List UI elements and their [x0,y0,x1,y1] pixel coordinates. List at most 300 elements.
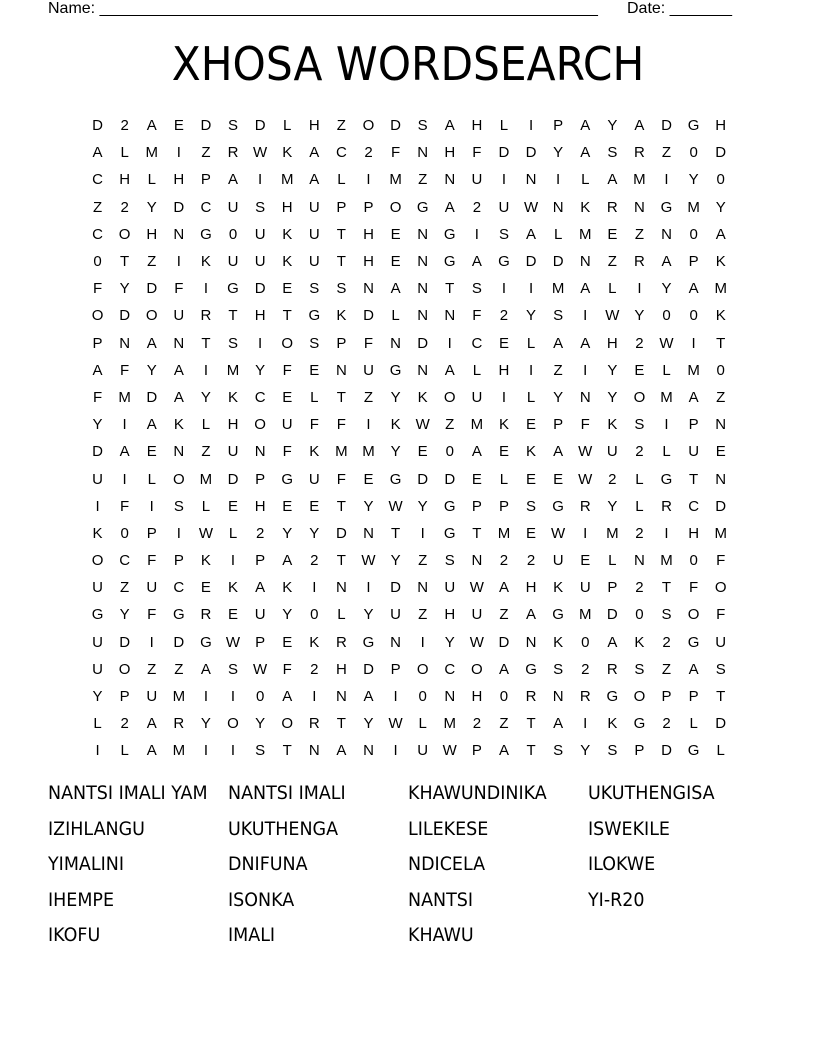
grid-cell[interactable]: K [309,443,320,461]
grid-cell[interactable]: K [526,443,537,461]
grid-cell[interactable]: A [92,144,103,162]
grid-cell[interactable]: N [525,171,537,189]
grid-cell[interactable]: E [580,552,591,570]
grid-cell[interactable]: D [606,606,618,624]
grid-cell[interactable]: N [444,307,456,325]
grid-cell[interactable]: E [471,470,482,488]
grid-cell[interactable]: D [363,307,374,325]
grid-cell[interactable]: N [417,225,429,243]
grid-cell[interactable]: Z [363,388,374,406]
grid-cell[interactable]: N [363,742,374,760]
grid-cell[interactable]: I [420,524,425,542]
grid-cell[interactable]: U [444,579,456,597]
grid-cell[interactable]: O [118,225,131,243]
grid-cell[interactable]: F [689,579,699,597]
grid-cell[interactable]: T [120,253,130,271]
grid-cell[interactable]: 0 [445,443,454,461]
letter-grid[interactable] [84,112,734,765]
grid-cell[interactable]: Y [715,198,726,216]
grid-cell[interactable]: I [203,742,208,760]
grid-cell[interactable]: D [715,144,727,162]
grid-cell[interactable]: E [282,280,293,298]
grid-cell[interactable]: N [119,334,131,352]
grid-cell[interactable]: I [420,633,425,651]
grid-cell[interactable]: R [579,497,591,515]
grid-cell[interactable]: D [661,117,672,135]
grid-cell[interactable]: W [225,633,241,651]
grid-cell[interactable]: P [553,416,564,434]
grid-cell[interactable]: M [551,280,565,298]
grid-cell[interactable]: N [254,443,266,461]
grid-cell[interactable]: M [714,524,727,542]
grid-cell[interactable]: Z [499,715,509,733]
grid-cell[interactable]: Y [282,606,293,624]
grid-cell[interactable]: I [501,388,507,406]
grid-cell[interactable]: M [199,470,213,488]
grid-cell[interactable]: H [444,606,456,624]
grid-cell[interactable]: N [579,253,591,271]
grid-cell[interactable]: G [362,633,375,651]
grid-cell[interactable]: R [606,198,618,216]
grid-cell[interactable]: E [228,606,239,624]
grid-cell[interactable]: Y [661,280,672,298]
grid-cell[interactable]: P [363,198,374,216]
grid-cell[interactable]: 2 [255,524,265,542]
grid-cell[interactable]: F [336,416,346,434]
grid-cell[interactable]: I [230,742,236,760]
grid-cell[interactable]: G [633,715,646,733]
grid-cell[interactable]: M [714,280,727,298]
grid-cell[interactable]: Z [445,416,455,434]
grid-cell[interactable]: W [578,470,593,488]
grid-cell[interactable]: Y [363,497,374,515]
grid-cell[interactable]: U [390,606,401,624]
grid-cell[interactable]: P [688,253,699,271]
grid-cell[interactable]: K [498,416,509,434]
grid-cell[interactable]: Y [146,361,157,379]
grid-cell[interactable]: I [393,688,398,706]
grid-cell[interactable]: I [583,715,588,733]
grid-cell[interactable]: K [580,198,591,216]
grid-cell[interactable]: A [553,715,564,733]
grid-cell[interactable]: F [282,361,292,379]
grid-cell[interactable]: K [200,552,211,570]
grid-cell[interactable]: F [147,552,157,570]
grid-cell[interactable]: P [634,742,645,760]
grid-cell[interactable]: A [634,117,645,135]
grid-cell[interactable]: Z [418,552,428,570]
grid-cell[interactable]: U [281,416,293,434]
grid-cell[interactable]: O [254,416,266,434]
grid-cell[interactable]: T [472,524,482,542]
grid-cell[interactable]: S [553,742,564,760]
grid-cell[interactable]: L [526,388,536,406]
grid-cell[interactable]: E [282,388,293,406]
grid-cell[interactable]: S [553,660,564,678]
grid-cell[interactable]: K [282,144,293,162]
grid-cell[interactable]: D [444,470,456,488]
grid-cell[interactable]: L [662,443,671,461]
grid-cell[interactable]: P [661,688,672,706]
grid-cell[interactable]: D [715,497,727,515]
grid-cell[interactable]: F [282,660,292,678]
grid-cell[interactable]: H [715,117,727,135]
grid-cell[interactable]: A [688,388,699,406]
grid-cell[interactable]: H [606,334,618,352]
grid-cell[interactable]: Y [417,497,428,515]
grid-cell[interactable]: T [716,334,726,352]
grid-cell[interactable]: H [254,307,266,325]
grid-cell[interactable]: L [201,416,211,434]
grid-cell[interactable]: A [173,361,184,379]
grid-cell[interactable]: 2 [635,334,644,352]
grid-cell[interactable]: G [389,470,402,488]
grid-cell[interactable]: Y [200,388,211,406]
grid-cell[interactable]: F [147,606,157,624]
grid-cell[interactable]: H [119,171,131,189]
grid-cell[interactable]: 2 [499,307,509,325]
grid-cell[interactable]: U [417,742,429,760]
grid-cell[interactable]: Y [526,307,537,325]
grid-cell[interactable]: G [660,470,673,488]
grid-cell[interactable]: I [691,334,696,352]
grid-cell[interactable]: D [335,524,347,542]
grid-cell[interactable]: G [525,660,537,678]
grid-cell[interactable]: D [525,144,537,162]
grid-cell[interactable]: Y [390,388,401,406]
grid-cell[interactable]: O [281,715,294,733]
grid-cell[interactable]: K [553,633,564,651]
grid-cell[interactable]: 2 [310,552,319,570]
grid-cell[interactable]: W [442,742,457,760]
grid-cell[interactable]: 0 [635,606,644,624]
grid-cell[interactable]: T [336,552,346,570]
grid-cell[interactable]: Y [390,552,401,570]
grid-cell[interactable]: K [336,307,347,325]
grid-cell[interactable]: 0 [255,688,265,706]
grid-cell[interactable]: R [634,253,645,271]
grid-cell[interactable]: I [664,524,669,542]
grid-cell[interactable]: D [92,117,103,135]
grid-cell[interactable]: I [366,579,371,597]
grid-cell[interactable]: L [337,606,346,624]
grid-cell[interactable]: I [122,416,127,434]
grid-cell[interactable]: K [553,579,564,597]
grid-cell[interactable]: A [282,552,293,570]
grid-cell[interactable]: S [661,606,672,624]
grid-cell[interactable]: U [92,633,103,651]
grid-cell[interactable]: N [417,280,429,298]
grid-cell[interactable]: W [659,334,674,352]
grid-cell[interactable]: P [336,334,347,352]
grid-cell[interactable]: S [309,280,320,298]
grid-cell[interactable]: H [227,416,239,434]
grid-cell[interactable]: T [228,307,238,325]
grid-cell[interactable]: M [633,171,646,189]
grid-cell[interactable]: D [119,633,131,651]
grid-cell[interactable]: R [173,715,185,733]
grid-cell[interactable]: L [391,307,400,325]
grid-cell[interactable]: H [363,225,374,243]
grid-cell[interactable]: D [200,117,212,135]
grid-cell[interactable]: O [443,388,456,406]
grid-cell[interactable]: Z [634,225,644,243]
grid-cell[interactable]: A [580,144,591,162]
grid-cell[interactable]: Y [444,633,455,651]
grid-cell[interactable]: K [200,253,211,271]
grid-cell[interactable]: C [335,144,347,162]
grid-cell[interactable]: F [716,606,726,624]
grid-cell[interactable]: A [200,660,211,678]
grid-cell[interactable]: E [715,443,726,461]
grid-cell[interactable]: U [363,361,374,379]
grid-cell[interactable]: I [230,688,236,706]
grid-cell[interactable]: N [417,144,429,162]
grid-cell[interactable]: I [664,416,669,434]
grid-cell[interactable]: T [526,715,536,733]
grid-cell[interactable]: O [227,715,239,733]
grid-cell[interactable]: I [366,416,371,434]
grid-cell[interactable]: 2 [635,524,644,542]
grid-cell[interactable]: U [579,579,591,597]
grid-cell[interactable]: I [501,171,507,189]
grid-cell[interactable]: L [635,470,644,488]
grid-cell[interactable]: M [362,443,375,461]
grid-cell[interactable]: H [281,198,293,216]
grid-cell[interactable]: U [471,171,483,189]
grid-cell[interactable]: U [254,253,266,271]
grid-cell[interactable]: O [389,198,402,216]
grid-cell[interactable]: 0 [418,688,427,706]
grid-cell[interactable]: A [309,144,320,162]
grid-cell[interactable]: T [689,470,699,488]
grid-cell[interactable]: Z [147,660,157,678]
grid-cell[interactable]: F [174,280,184,298]
grid-cell[interactable]: Z [201,443,211,461]
grid-cell[interactable]: H [471,117,483,135]
grid-cell[interactable]: Z [92,198,103,216]
grid-cell[interactable]: T [282,742,292,760]
grid-cell[interactable]: A [688,280,699,298]
grid-cell[interactable]: I [203,280,208,298]
grid-cell[interactable]: N [390,334,401,352]
grid-cell[interactable]: L [499,470,509,488]
grid-cell[interactable]: U [552,552,564,570]
grid-cell[interactable]: Y [255,715,266,733]
grid-cell[interactable]: 0 [689,307,698,325]
grid-cell[interactable]: L [689,715,698,733]
grid-cell[interactable]: E [309,361,320,379]
grid-cell[interactable]: W [469,633,484,651]
grid-cell[interactable]: Z [499,606,509,624]
grid-cell[interactable]: Y [92,688,103,706]
grid-cell[interactable]: I [149,497,154,515]
grid-cell[interactable]: N [363,524,374,542]
grid-cell[interactable]: A [92,361,103,379]
grid-cell[interactable]: T [336,388,346,406]
grid-cell[interactable]: I [95,497,100,515]
grid-cell[interactable]: T [201,334,211,352]
grid-cell[interactable]: R [200,307,212,325]
grid-cell[interactable]: 2 [635,443,644,461]
grid-cell[interactable]: W [415,416,430,434]
grid-cell[interactable]: L [147,470,156,488]
grid-cell[interactable]: 2 [499,552,509,570]
grid-cell[interactable]: E [526,470,537,488]
grid-cell[interactable]: 0 [689,552,698,570]
grid-cell[interactable]: T [336,497,346,515]
grid-cell[interactable]: 2 [526,552,536,570]
grid-cell[interactable]: S [309,334,320,352]
grid-cell[interactable]: E [173,117,184,135]
grid-cell[interactable]: S [444,552,455,570]
grid-cell[interactable]: A [119,443,130,461]
grid-cell[interactable]: I [501,280,507,298]
grid-cell[interactable]: A [146,715,157,733]
grid-cell[interactable]: N [471,552,483,570]
grid-cell[interactable]: I [203,688,208,706]
grid-cell[interactable]: F [716,552,726,570]
grid-cell[interactable]: A [471,443,482,461]
grid-cell[interactable]: W [578,443,593,461]
grid-cell[interactable]: L [716,742,725,760]
grid-cell[interactable]: P [92,334,103,352]
grid-cell[interactable]: G [443,225,456,243]
grid-cell[interactable]: Z [661,144,672,162]
grid-cell[interactable]: O [281,334,294,352]
grid-cell[interactable]: O [362,117,375,135]
grid-cell[interactable]: N [363,280,374,298]
grid-cell[interactable]: 0 [120,524,129,542]
grid-cell[interactable]: E [282,633,293,651]
grid-cell[interactable]: R [579,688,591,706]
grid-cell[interactable]: O [416,660,429,678]
grid-cell[interactable]: W [388,497,403,515]
grid-cell[interactable]: G [227,280,239,298]
grid-cell[interactable]: G [308,307,321,325]
grid-cell[interactable]: M [145,144,158,162]
grid-cell[interactable]: Z [336,117,346,135]
grid-cell[interactable]: E [498,443,509,461]
grid-cell[interactable]: P [688,688,699,706]
grid-cell[interactable]: D [390,579,401,597]
grid-cell[interactable]: U [688,443,700,461]
grid-cell[interactable]: M [660,388,673,406]
grid-cell[interactable]: Y [607,497,618,515]
grid-cell[interactable]: A [526,225,537,243]
grid-cell[interactable]: A [553,334,564,352]
grid-cell[interactable]: L [608,552,617,570]
grid-cell[interactable]: A [444,198,455,216]
grid-cell[interactable]: R [606,660,618,678]
grid-cell[interactable]: 2 [120,198,129,216]
grid-cell[interactable]: N [417,253,429,271]
grid-cell[interactable]: K [715,253,726,271]
grid-cell[interactable]: 0 [716,171,725,189]
grid-cell[interactable]: G [172,606,185,624]
grid-cell[interactable]: C [200,198,212,216]
grid-cell[interactable]: 0 [662,307,671,325]
grid-cell[interactable]: 2 [120,117,129,135]
grid-cell[interactable]: K [282,253,293,271]
grid-cell[interactable]: T [336,225,346,243]
grid-cell[interactable]: D [146,280,158,298]
grid-cell[interactable]: I [312,579,317,597]
grid-cell[interactable]: R [634,144,645,162]
grid-cell[interactable]: M [578,606,592,624]
grid-cell[interactable]: A [661,253,672,271]
grid-cell[interactable]: Z [147,253,157,271]
grid-cell[interactable]: I [447,334,452,352]
grid-cell[interactable]: N [390,633,401,651]
grid-cell[interactable]: F [472,144,482,162]
grid-cell[interactable]: K [309,633,320,651]
grid-cell[interactable]: E [390,225,401,243]
grid-cell[interactable]: M [497,524,511,542]
grid-cell[interactable]: H [146,225,158,243]
grid-cell[interactable]: N [634,198,645,216]
grid-cell[interactable]: G [200,633,212,651]
grid-cell[interactable]: T [661,579,672,597]
grid-cell[interactable]: H [688,524,700,542]
grid-cell[interactable]: S [417,117,428,135]
grid-cell[interactable]: C [92,171,103,189]
grid-cell[interactable]: N [335,688,347,706]
grid-cell[interactable]: E [526,524,537,542]
grid-cell[interactable]: I [528,361,534,379]
grid-cell[interactable]: T [716,688,726,706]
grid-cell[interactable]: K [634,633,645,651]
grid-cell[interactable]: D [173,633,185,651]
grid-cell[interactable]: N [525,633,537,651]
grid-cell[interactable]: O [172,470,185,488]
grid-cell[interactable]: D [390,117,401,135]
grid-cell[interactable]: S [228,334,239,352]
grid-cell[interactable]: L [147,171,156,189]
grid-cell[interactable]: 2 [662,715,671,733]
grid-cell[interactable]: G [416,198,429,216]
grid-cell[interactable]: D [498,144,510,162]
grid-cell[interactable]: H [308,117,320,135]
grid-cell[interactable]: O [633,388,646,406]
grid-cell[interactable]: Z [418,606,428,624]
grid-cell[interactable]: I [528,117,534,135]
grid-cell[interactable]: E [553,470,564,488]
grid-cell[interactable]: M [687,198,700,216]
grid-cell[interactable]: G [606,688,619,706]
grid-cell[interactable]: L [120,144,129,162]
grid-cell[interactable]: U [308,470,320,488]
grid-cell[interactable]: D [227,470,239,488]
grid-cell[interactable]: G [687,742,700,760]
grid-cell[interactable]: I [149,633,154,651]
grid-cell[interactable]: Y [607,361,618,379]
grid-cell[interactable]: L [526,334,536,352]
grid-cell[interactable]: M [172,742,186,760]
grid-cell[interactable]: G [687,633,700,651]
grid-cell[interactable]: C [471,334,483,352]
grid-cell[interactable]: 0 [716,361,725,379]
grid-cell[interactable]: Y [309,524,320,542]
grid-cell[interactable]: A [336,742,347,760]
grid-cell[interactable]: Z [716,388,726,406]
grid-cell[interactable]: A [580,280,591,298]
grid-cell[interactable]: E [146,443,157,461]
grid-cell[interactable]: S [173,497,184,515]
grid-cell[interactable]: S [607,144,618,162]
grid-cell[interactable]: C [444,660,456,678]
grid-cell[interactable]: I [583,361,588,379]
